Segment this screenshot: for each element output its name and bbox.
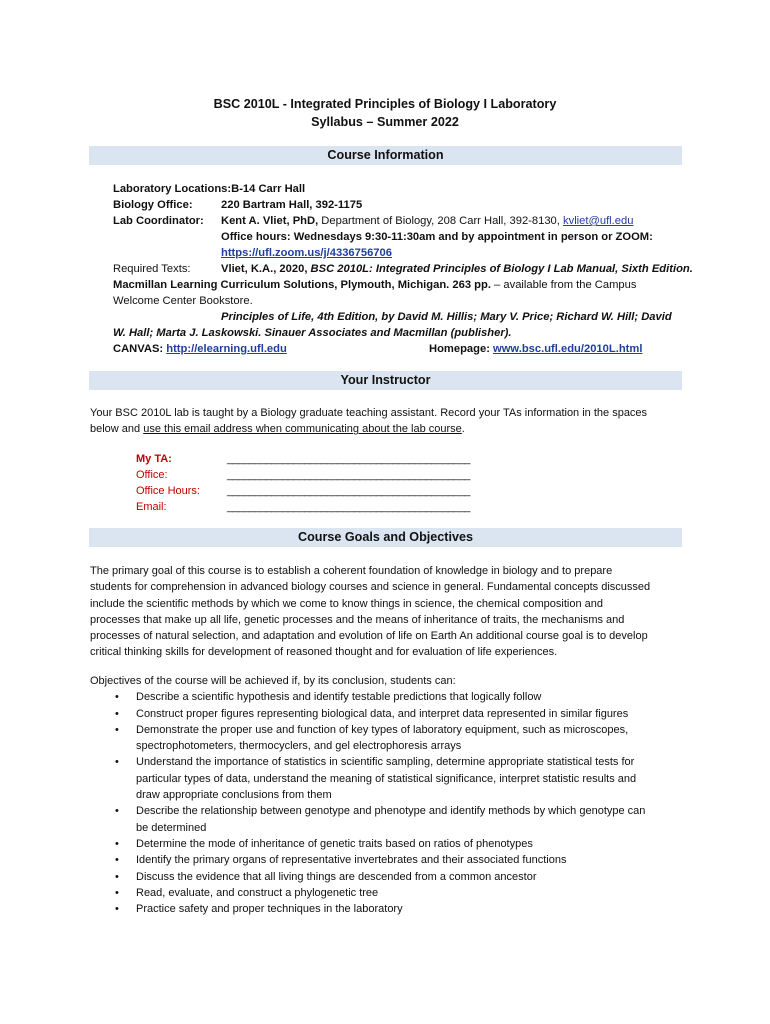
objective-text: draw appropriate conclusions from them <box>136 789 332 802</box>
course-information-heading: Course Information <box>89 146 682 165</box>
coordinator-email-link[interactable]: kvliet@ufl.edu <box>563 215 634 227</box>
homepage-link[interactable]: www.bsc.ufl.edu/2010L.html <box>493 343 643 355</box>
bullet-icon: • <box>115 756 119 769</box>
office-hours-row <box>113 229 693 245</box>
ta-email-row <box>136 499 516 515</box>
objective-text: Describe a scientific hypothesis and identify testable predictions that logically follow <box>136 691 542 704</box>
objective-item <box>90 689 690 705</box>
goals-line: include the scientific methods by which we come to know things in science, the chemical composition and <box>90 597 603 610</box>
goals-line: processes of natural selection, and adaptation and evolution of life on Earth An additional course goal is to develop <box>90 630 648 643</box>
links-row <box>113 341 693 357</box>
bullet-icon: • <box>115 723 119 736</box>
text1-publisher-row <box>113 277 693 293</box>
objective-item <box>90 722 690 755</box>
lab-coordinator-label: Lab Coordinator: <box>113 215 204 227</box>
objective-text: Determine the mode of inheritance of genetic traits based on ratios of phenotypes <box>136 837 533 850</box>
objective-text: Practice safety and proper techniques in the laboratory <box>136 903 403 916</box>
objective-item <box>90 836 690 852</box>
ta-name-blank[interactable]: ____________________________________________ <box>227 453 470 465</box>
objective-text: Describe the relationship between genotype and phenotype and identify methods by which genotype can <box>136 805 646 818</box>
text2-line-2: W. Hall; Marta J. Laskowski. Sinauer Associates and Macmillan (publisher). <box>113 327 512 339</box>
objective-item <box>90 852 690 868</box>
objective-item <box>90 901 690 917</box>
objective-item <box>90 706 690 722</box>
bullet-icon: • <box>115 691 119 704</box>
course-goals-heading: Course Goals and Objectives <box>89 528 682 547</box>
objective-item <box>90 803 690 836</box>
ta-name-row <box>136 451 516 467</box>
objective-text: be determined <box>136 821 207 834</box>
bullet-icon: • <box>115 886 119 899</box>
text1-author: Vliet, K.A., 2020, <box>221 263 311 275</box>
ta-office-hours-blank[interactable]: ____________________________________________ <box>227 485 470 497</box>
objective-text: Construct proper figures representing biological data, and interpret data represented in similar figures <box>136 707 629 720</box>
ta-office-blank[interactable]: ____________________________________________ <box>227 469 470 481</box>
goals-line: processes that make up all life, genetic processes and the means of inheritance of traits, the mechanisms and <box>90 613 625 626</box>
goals-paragraph <box>90 563 690 661</box>
bullet-icon: • <box>115 870 119 883</box>
ta-office-hours-row <box>136 483 516 499</box>
intro-text: below and <box>90 423 144 436</box>
bullet-icon: • <box>115 707 119 720</box>
title-line-1: BSC 2010L - Integrated Principles of Biology I Laboratory <box>213 97 557 111</box>
objectives-intro: Objectives of the course will be achieved if, by its conclusion, students can: <box>90 675 456 687</box>
text2-row-1 <box>113 309 693 325</box>
text1-availability: – available from the Campus <box>490 279 637 291</box>
ta-email-label: Email: <box>136 501 167 513</box>
instructor-intro <box>90 405 690 438</box>
ta-office-label: Office: <box>136 469 168 481</box>
coordinator-name: Kent A. Vliet, PhD, <box>221 215 319 227</box>
ta-email-blank[interactable]: ____________________________________________ <box>227 501 470 513</box>
bullet-icon: • <box>115 903 119 916</box>
text2-row-2 <box>113 325 693 341</box>
biology-office-value: 220 Bartram Hall, 392-1175 <box>221 199 363 211</box>
bullet-icon: • <box>115 837 119 850</box>
document-title <box>0 95 770 131</box>
lab-coordinator-row <box>113 213 693 229</box>
text2-line-1: Principles of Life, 4th Edition, by David M. Hillis; Mary V. Price; Richard W. Hill; David <box>221 311 672 323</box>
objectives-list <box>90 689 690 917</box>
objective-item <box>90 885 690 901</box>
instructor-intro-line-1: Your BSC 2010L lab is taught by a Biology graduate teaching assistant. Record your TAs information in the spaces <box>90 407 648 419</box>
text1-title: BSC 2010L: Integrated Principles of Biology I Lab Manual, Sixth Edition. <box>310 263 693 275</box>
zoom-row <box>113 245 693 261</box>
zoom-link[interactable]: https://ufl.zoom.us/j/4336756706 <box>221 247 392 259</box>
ta-name-label: My TA: <box>136 453 172 465</box>
objective-text: spectrophotometers, thermocyclers, and gel electrophoresis arrays <box>136 740 462 753</box>
lab-locations-row <box>113 181 693 197</box>
objective-text: Discuss the evidence that all living things are descended from a common ancestor <box>136 870 537 883</box>
bullet-icon: • <box>115 854 119 867</box>
canvas-link[interactable]: http://elearning.ufl.edu <box>166 343 287 355</box>
intro-period: . <box>461 423 465 436</box>
goals-line: The primary goal of this course is to establish a coherent foundation of knowledge in biology and to prepare <box>90 565 613 577</box>
biology-office-row <box>113 197 693 213</box>
text1-availability-row <box>113 293 693 309</box>
goals-line: students for comprehension in advanced biology courses and science in general. Fundamental concepts discussed <box>90 581 651 594</box>
coordinator-department: Department of Biology, 208 Carr Hall, 392-8130, <box>318 215 563 227</box>
biology-office-label: Biology Office: <box>113 199 193 211</box>
office-hours-text: Office hours: Wednesdays 9:30-11:30am and by appointment in person or ZOOM: <box>221 231 653 243</box>
objective-text: Identify the primary organs of representative invertebrates and their associated functions <box>136 854 567 867</box>
instructor-intro-line-2 <box>90 421 690 437</box>
lab-locations-label: Laboratory Locations: <box>113 183 232 195</box>
objective-item <box>90 869 690 885</box>
title-line-2: Syllabus – Summer 2022 <box>311 115 459 129</box>
required-texts-label: Required Texts: <box>113 263 191 275</box>
ta-office-hours-label: Office Hours: <box>136 485 200 497</box>
text1-availability-2: Welcome Center Bookstore. <box>113 295 253 307</box>
canvas-label: CANVAS: <box>113 343 167 355</box>
your-instructor-heading: Your Instructor <box>89 371 682 390</box>
objective-text: Read, evaluate, and construct a phylogenetic tree <box>136 886 379 899</box>
bullet-icon: • <box>115 805 119 818</box>
course-information-block <box>113 181 693 357</box>
objective-text: particular types of data, understand the meaning of statistical significance, interpret statistic results and <box>136 772 637 785</box>
objectives-section <box>90 673 690 917</box>
required-texts-row <box>113 261 693 277</box>
email-notice-underlined: use this email address when communicating about the lab course <box>143 423 462 436</box>
text1-publisher: Macmillan Learning Curriculum Solutions, Plymouth, Michigan. 263 pp. <box>113 279 491 291</box>
objective-text: Understand the importance of statistics in scientific sampling, determine appropriate statistical tests for <box>136 756 635 769</box>
objective-text: Demonstrate the proper use and function of key types of laboratory equipment, such as microscopes, <box>136 723 629 736</box>
lab-locations-value: B-14 Carr Hall <box>231 183 306 195</box>
goals-line: critical thinking skills for development of reasoned thought and for evaluation of life experiences. <box>90 646 558 659</box>
homepage-label: Homepage: <box>429 343 494 355</box>
ta-office-row <box>136 467 516 483</box>
objective-item <box>90 754 690 803</box>
ta-info-form <box>136 451 516 515</box>
